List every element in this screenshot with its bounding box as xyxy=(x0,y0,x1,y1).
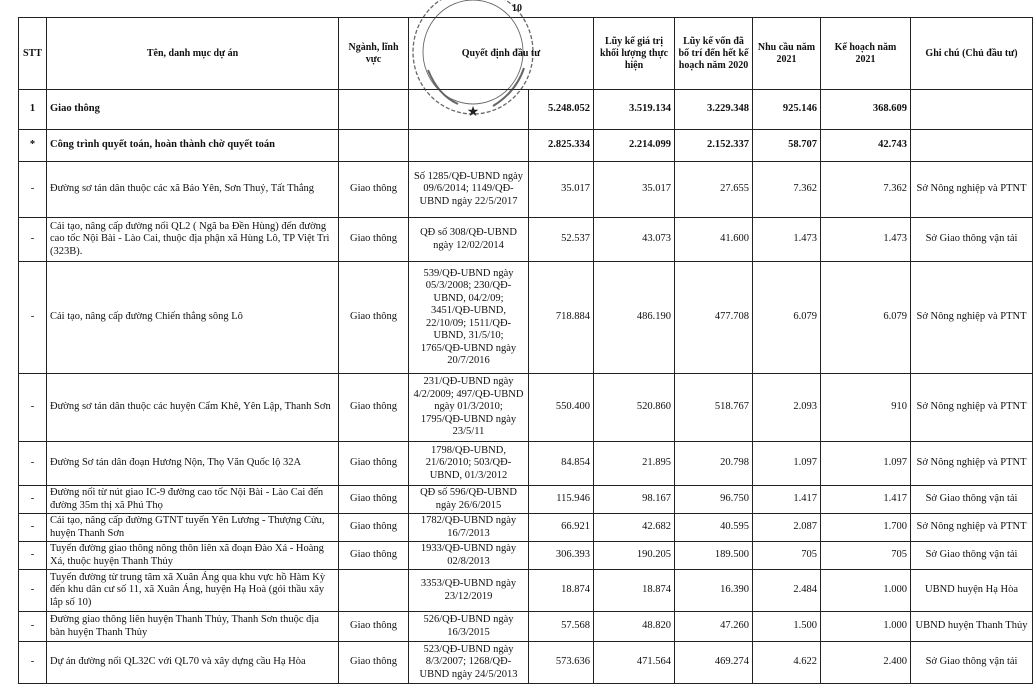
cell-name: Cải tạo, nâng cấp đường nối QL2 ( Ngã ba Đền Hùng) đến đường cao tốc Nội Bài - Lào Cai, thuộc địa phận xã Hùng Lô, TP Việt Trì (323B). xyxy=(47,218,339,262)
cell-plan: 1.000 xyxy=(821,612,911,642)
cell-cum-capital: 2.152.337 xyxy=(675,130,753,162)
cell-plan: 910 xyxy=(821,374,911,442)
cell-total: 115.946 xyxy=(529,486,594,514)
cell-plan: 368.609 xyxy=(821,90,911,130)
cell-cum-value: 190.205 xyxy=(594,542,675,570)
header-note: Ghi chú (Chủ đầu tư) xyxy=(911,18,1033,90)
cell-total: 2.825.334 xyxy=(529,130,594,162)
cell-cum-capital: 40.595 xyxy=(675,514,753,542)
cell-demand: 1.500 xyxy=(753,612,821,642)
cell-demand: 2.484 xyxy=(753,570,821,612)
cell-cum-capital: 27.655 xyxy=(675,162,753,218)
cell-plan: 1.473 xyxy=(821,218,911,262)
seal-star-icon: ★ xyxy=(466,105,480,120)
cell-stt: - xyxy=(19,162,47,218)
page-number: 10 xyxy=(512,3,522,14)
cell-demand: 4.622 xyxy=(753,642,821,684)
table-row xyxy=(19,542,1033,570)
cell-cum-value: 18.874 xyxy=(594,570,675,612)
header-plan: Kế hoạch năm 2021 xyxy=(821,18,911,90)
table-row xyxy=(19,612,1033,642)
cell-plan: 1.000 xyxy=(821,570,911,612)
cell-cum-capital: 3.229.348 xyxy=(675,90,753,130)
cell-note: Sở Giao thông vận tải xyxy=(911,542,1033,570)
table-row xyxy=(19,642,1033,684)
cell-name: Tuyến đường từ trung tâm xã Xuân Áng qua khu vực hồ Hàm Kỳ đến khu dân cư số 11, xã Xuân Áng, huyện Hạ Hoà (gói thầu xây lắp số 10) xyxy=(47,570,339,612)
cell-stt: - xyxy=(19,542,47,570)
cell-cum-capital: 518.767 xyxy=(675,374,753,442)
cell-cum-capital: 477.708 xyxy=(675,262,753,374)
cell-stt: * xyxy=(19,130,47,162)
cell-decision: 526/QĐ-UBND ngày 16/3/2015 xyxy=(409,612,529,642)
cell-cum-value: 35.017 xyxy=(594,162,675,218)
table-row xyxy=(19,514,1033,542)
cell-stt: - xyxy=(19,612,47,642)
cell-name: Cải tạo, nâng cấp đường GTNT tuyến Yên Lương - Thượng Cửu, huyện Thanh Sơn xyxy=(47,514,339,542)
cell-note: UBND huyện Thanh Thủy xyxy=(911,612,1033,642)
cell-note: Sở Nông nghiệp và PTNT xyxy=(911,162,1033,218)
cell-sector: Giao thông xyxy=(339,162,409,218)
cell-sector xyxy=(339,570,409,612)
cell-cum-value: 43.073 xyxy=(594,218,675,262)
cell-decision: Số 1285/QĐ-UBND ngày 09/6/2014; 1149/QĐ-UBND ngày 22/5/2017 xyxy=(409,162,529,218)
cell-stt: - xyxy=(19,374,47,442)
cell-demand: 1.097 xyxy=(753,442,821,486)
cell-name: Công trình quyết toán, hoàn thành chờ quyết toán xyxy=(47,130,339,162)
cell-decision: 1798/QĐ-UBND, 21/6/2010; 503/QĐ-UBND, 01/3/2012 xyxy=(409,442,529,486)
cell-decision: 523/QĐ-UBND ngày 8/3/2007; 1268/QĐ-UBND ngày 24/5/2013 xyxy=(409,642,529,684)
cell-demand: 7.362 xyxy=(753,162,821,218)
cell-note: Sở Nông nghiệp và PTNT xyxy=(911,374,1033,442)
cell-sector: Giao thông xyxy=(339,442,409,486)
header-demand: Nhu cầu năm 2021 xyxy=(753,18,821,90)
cell-note: Sở Giao thông vận tải xyxy=(911,486,1033,514)
cell-stt: 1 xyxy=(19,90,47,130)
cell-stt: - xyxy=(19,642,47,684)
cell-demand: 1.473 xyxy=(753,218,821,262)
header-cum-capital: Lũy kế vốn đã bố trí đến hết kế hoạch năm 2020 xyxy=(675,18,753,90)
table-row xyxy=(19,90,1033,130)
cell-demand: 705 xyxy=(753,542,821,570)
cell-total: 573.636 xyxy=(529,642,594,684)
table-row xyxy=(19,130,1033,162)
header-stt: STT xyxy=(19,18,47,90)
cell-stt: - xyxy=(19,486,47,514)
cell-demand: 1.417 xyxy=(753,486,821,514)
cell-stt: - xyxy=(19,570,47,612)
cell-note: UBND huyện Hạ Hòa xyxy=(911,570,1033,612)
cell-sector: Giao thông xyxy=(339,262,409,374)
cell-name: Cải tạo, nâng cấp đường Chiến thắng sông Lô xyxy=(47,262,339,374)
cell-total: 18.874 xyxy=(529,570,594,612)
table-row xyxy=(19,374,1033,442)
cell-cum-value: 3.519.134 xyxy=(594,90,675,130)
cell-stt: - xyxy=(19,262,47,374)
cell-cum-value: 2.214.099 xyxy=(594,130,675,162)
cell-sector: Giao thông xyxy=(339,218,409,262)
cell-decision: 1933/QĐ-UBND ngày 02/8/2013 xyxy=(409,542,529,570)
header-cum-value: Lũy kế giá trị khối lượng thực hiện xyxy=(594,18,675,90)
cell-decision: QĐ số 596/QĐ-UBND ngày 26/6/2015 xyxy=(409,486,529,514)
cell-total: 52.537 xyxy=(529,218,594,262)
cell-sector: Giao thông xyxy=(339,542,409,570)
cell-cum-capital: 96.750 xyxy=(675,486,753,514)
cell-name: Đường giao thông liên huyện Thanh Thủy, Thanh Sơn thuộc địa bàn huyện Thanh Thủy xyxy=(47,612,339,642)
cell-cum-value: 486.190 xyxy=(594,262,675,374)
cell-sector: Giao thông xyxy=(339,486,409,514)
cell-total: 5.248.052 xyxy=(529,90,594,130)
cell-note xyxy=(911,90,1033,130)
cell-cum-capital: 189.500 xyxy=(675,542,753,570)
cell-total: 718.884 xyxy=(529,262,594,374)
cell-stt: - xyxy=(19,514,47,542)
table-row xyxy=(19,218,1033,262)
header-name: Tên, danh mục dự án xyxy=(47,18,339,90)
cell-sector: Giao thông xyxy=(339,612,409,642)
cell-note xyxy=(911,130,1033,162)
cell-demand: 6.079 xyxy=(753,262,821,374)
cell-total: 35.017 xyxy=(529,162,594,218)
cell-decision: 3353/QĐ-UBND ngày 23/12/2019 xyxy=(409,570,529,612)
table-row xyxy=(19,262,1033,374)
cell-plan: 2.400 xyxy=(821,642,911,684)
cell-name: Đường nối từ nút giao IC-9 đường cao tốc Nội Bài - Lào Cai đến đường 35m thị xã Phú Thọ xyxy=(47,486,339,514)
cell-demand: 925.146 xyxy=(753,90,821,130)
cell-sector: Giao thông xyxy=(339,642,409,684)
table-row xyxy=(19,570,1033,612)
cell-decision: 1782/QĐ-UBND ngày 16/7/2013 xyxy=(409,514,529,542)
cell-plan: 7.362 xyxy=(821,162,911,218)
cell-note: Sở Giao thông vận tải xyxy=(911,218,1033,262)
cell-name: Giao thông xyxy=(47,90,339,130)
cell-note: Sở Nông nghiệp và PTNT xyxy=(911,442,1033,486)
cell-plan: 42.743 xyxy=(821,130,911,162)
cell-note: Sở Giao thông vận tải xyxy=(911,642,1033,684)
cell-decision xyxy=(409,130,529,162)
cell-sector xyxy=(339,90,409,130)
cell-sector xyxy=(339,130,409,162)
cell-total: 57.568 xyxy=(529,612,594,642)
header-decision: Quyết định đầu tư xyxy=(409,18,594,90)
cell-demand: 2.087 xyxy=(753,514,821,542)
cell-note: Sở Nông nghiệp và PTNT xyxy=(911,262,1033,374)
cell-decision: 539/QĐ-UBND ngày 05/3/2008; 230/QĐ-UBND, 04/2/09; 3451/QĐ-UBND, 22/10/09; 1511/QĐ-UBND, 31/5/10; 1765/QĐ-UBND ngày 20/7/2016 xyxy=(409,262,529,374)
cell-decision xyxy=(409,90,529,130)
cell-total: 66.921 xyxy=(529,514,594,542)
cell-sector: Giao thông xyxy=(339,514,409,542)
cell-cum-capital: 469.274 xyxy=(675,642,753,684)
cell-plan: 1.097 xyxy=(821,442,911,486)
table-row xyxy=(19,162,1033,218)
cell-cum-capital: 16.390 xyxy=(675,570,753,612)
table-row xyxy=(19,442,1033,486)
table-body xyxy=(19,90,1033,684)
header-sector: Ngành, lĩnh vực xyxy=(339,18,409,90)
cell-name: Đường Sơ tán dân đoạn Hương Nộn, Thọ Văn Quốc lộ 32A xyxy=(47,442,339,486)
cell-name: Tuyến đường giao thông nông thôn liên xã đoạn Đào Xá - Hoàng Xá, thuộc huyện Thanh Thủy xyxy=(47,542,339,570)
cell-decision: 231/QĐ-UBND ngày 4/2/2009; 497/QĐ-UBND ngày 01/3/2010; 1795/QĐ-UBND ngày 23/5/11 xyxy=(409,374,529,442)
cell-cum-value: 471.564 xyxy=(594,642,675,684)
cell-demand: 58.707 xyxy=(753,130,821,162)
cell-cum-value: 48.820 xyxy=(594,612,675,642)
cell-plan: 1.700 xyxy=(821,514,911,542)
cell-sector: Giao thông xyxy=(339,374,409,442)
cell-total: 306.393 xyxy=(529,542,594,570)
cell-stt: - xyxy=(19,442,47,486)
cell-plan: 705 xyxy=(821,542,911,570)
cell-decision: QĐ số 308/QĐ-UBND ngày 12/02/2014 xyxy=(409,218,529,262)
cell-cum-value: 98.167 xyxy=(594,486,675,514)
cell-stt: - xyxy=(19,218,47,262)
investment-table xyxy=(18,17,1033,684)
cell-cum-capital: 20.798 xyxy=(675,442,753,486)
cell-cum-capital: 41.600 xyxy=(675,218,753,262)
table-row xyxy=(19,486,1033,514)
cell-name: Đường sơ tán dân thuộc các xã Bảo Yên, Sơn Thuỷ, Tất Thắng xyxy=(47,162,339,218)
header-row xyxy=(19,18,1033,90)
cell-total: 550.400 xyxy=(529,374,594,442)
cell-name: Đường sơ tán dân thuộc các huyện Cẩm Khê, Yên Lập, Thanh Sơn xyxy=(47,374,339,442)
cell-plan: 6.079 xyxy=(821,262,911,374)
cell-demand: 2.093 xyxy=(753,374,821,442)
cell-name: Dự án đường nối QL32C với QL70 và xây dựng cầu Hạ Hòa xyxy=(47,642,339,684)
cell-cum-value: 42.682 xyxy=(594,514,675,542)
cell-cum-value: 21.895 xyxy=(594,442,675,486)
cell-plan: 1.417 xyxy=(821,486,911,514)
cell-cum-capital: 47.260 xyxy=(675,612,753,642)
cell-total: 84.854 xyxy=(529,442,594,486)
cell-note: Sở Nông nghiệp và PTNT xyxy=(911,514,1033,542)
cell-cum-value: 520.860 xyxy=(594,374,675,442)
